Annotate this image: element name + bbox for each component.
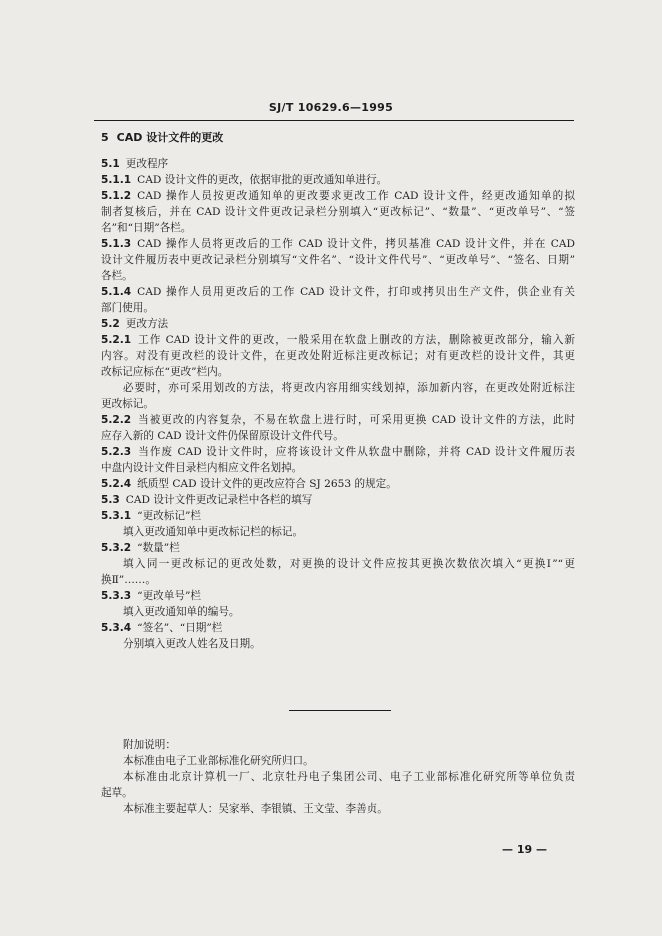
footer-text: 附加说明： [123, 739, 176, 751]
body-text: 应存入新的 CAD 设计文件仍保留原设计文件代号。 [101, 430, 344, 442]
standard-code-header: SJ/T 10629.6—1995 [268, 101, 394, 114]
body-text: 各栏。 [101, 270, 133, 282]
body-text: 更改方法 [125, 318, 169, 330]
body-text: 填入更改通知单中更改标记栏的标记。 [123, 526, 304, 538]
footer-line [101, 737, 575, 753]
body-text: 填入同一更改标记的更改处数，对更换的设计文件应按其更换次数依次填入“更换Ⅰ”“更 [123, 558, 575, 570]
body-line [101, 460, 575, 476]
body-line [101, 348, 575, 364]
clause-number: 5.1.2 [101, 190, 132, 202]
body-line [101, 364, 575, 380]
body-line [101, 316, 575, 332]
body-line [101, 252, 575, 268]
clause-number: 5.1.1 [101, 174, 132, 186]
clause-number: 5.1.3 [101, 238, 132, 250]
body-line [101, 220, 575, 236]
body-text: “更改单号”栏 [137, 590, 201, 602]
clause-number: 5.3.3 [101, 590, 132, 602]
clause-number: 5.3 [101, 494, 120, 506]
body-text: 制者复核后，并在 CAD 设计文件更改记录栏分别填入“更改标记”、“数量”、“更改单号”、“签 [101, 206, 575, 218]
body-text: 工作 CAD 设计文件的更改，一般采用在软盘上删改的方法，删除被更改部分，输入新 [137, 334, 575, 346]
body-text: 换Ⅱ”……。 [101, 574, 156, 586]
footer-text: 本标准由电子工业部标准化研究所归口。 [123, 755, 314, 767]
body-line [101, 204, 575, 220]
additional-notes [101, 737, 575, 817]
body-text: CAD 设计文件的更改，依据审批的更改通知单进行。 [137, 174, 388, 186]
body-line [101, 556, 575, 572]
body-line [101, 636, 575, 652]
body-line [101, 412, 575, 428]
clause-number: 5.2.4 [101, 478, 132, 490]
clause-number: 5.3.1 [101, 510, 132, 522]
body-line [101, 236, 575, 252]
clause-number: 5.2 [101, 318, 120, 330]
body-text: 当作废 CAD 设计文件时，应将该设计文件从软盘中删除，并将 CAD 设计文件履历表 [137, 446, 575, 458]
body-text: 纸质型 CAD 设计文件的更改应符合 SJ 2653 的规定。 [137, 478, 397, 490]
body-line [101, 396, 575, 412]
body-line [101, 300, 575, 316]
body-text: “更改标记”栏 [137, 510, 201, 522]
body-text: 填入更改通知单的编号。 [123, 606, 240, 618]
footer-line [101, 801, 575, 817]
clause-number: 5.3.2 [101, 542, 132, 554]
body-text: 改标记应标在“更改”栏内。 [101, 366, 229, 378]
section-content [101, 130, 575, 652]
clause-number: 5.2.1 [101, 334, 132, 346]
footer-text: 起草。 [101, 787, 133, 799]
body-text: CAD 设计文件更改记录栏中各栏的填写 [125, 494, 313, 506]
clause-number: 5.1 [101, 158, 120, 170]
footer-line [101, 753, 575, 769]
body-line [101, 428, 575, 444]
body-text: 中盘内设计文件目录栏内相应文件名划掉。 [101, 462, 303, 474]
body-line [101, 380, 575, 396]
body-line [101, 524, 575, 540]
body-text: “签名”、“日期”栏 [137, 622, 223, 634]
body-line [101, 268, 575, 284]
clause-number: 5.1.4 [101, 286, 132, 298]
body-text: 部门使用。 [101, 302, 154, 314]
body-text: 名”和“日期”各栏。 [101, 222, 192, 234]
body-text: 更改标记。 [101, 398, 154, 410]
end-rule [289, 710, 391, 711]
header-rule [94, 120, 574, 121]
body-text: 当被更改的内容复杂，不易在软盘上进行时，可采用更换 CAD 设计文件的方法，此时 [137, 414, 575, 426]
body-line [101, 444, 575, 460]
footer-text: 本标准主要起草人：吴家举、李银镇、王文莹、李善贞。 [123, 803, 388, 815]
body-line [101, 188, 575, 204]
body-text: 必要时，亦可采用划改的方法，将更改内容用细实线划掉，添加新内容，在更改处附近标注 [123, 382, 575, 394]
clause-number: 5.3.4 [101, 622, 132, 634]
body-line [101, 540, 575, 556]
body-text: 设计文件履历表中更改记录栏分别填写“文件名”、“设计文件代号”、“更改单号”、“签名、日期” [101, 254, 575, 266]
body-line [101, 508, 575, 524]
body-text: CAD 操作人员用更改后的工作 CAD 设计文件，打印或拷贝出生产文件，供企业有关 [137, 286, 575, 298]
body-line [101, 172, 575, 188]
body-text: CAD 操作人员将更改后的工作 CAD 设计文件，拷贝基准 CAD 设计文件，并在 CAD [137, 238, 575, 250]
section-title [101, 130, 575, 146]
body-text: 内容。对没有更改栏的设计文件，在更改处附近标注更改标记；对有更改栏的设计文件，其更 [101, 350, 575, 362]
clause-number: 5.2.2 [101, 414, 132, 426]
body-line [101, 492, 575, 508]
body-line [101, 620, 575, 636]
section-title-text: CAD 设计文件的更改 [116, 131, 224, 144]
body-line [101, 476, 575, 492]
body-line [101, 156, 575, 172]
body-text: CAD 操作人员按更改通知单的更改要求更改工作 CAD 设计文件，经更改通知单的拟 [137, 190, 575, 202]
body-line [101, 604, 575, 620]
body-text: 更改程序 [125, 158, 169, 170]
body-text: “数量”栏 [137, 542, 180, 554]
footer-line [101, 769, 575, 785]
clause-number: 5.2.3 [101, 446, 132, 458]
footer-line [101, 785, 575, 801]
page-number: — 19 — [502, 843, 547, 856]
body-line [101, 588, 575, 604]
body-line [101, 284, 575, 300]
body-text: 分别填入更改人姓名及日期。 [123, 638, 261, 650]
body-text [101, 156, 575, 652]
body-line [101, 572, 575, 588]
section-number: 5 [101, 131, 109, 144]
body-line [101, 332, 575, 348]
footer-text: 本标准由北京计算机一厂、北京牡丹电子集团公司、电子工业部标准化研究所等单位负责 [123, 771, 575, 783]
